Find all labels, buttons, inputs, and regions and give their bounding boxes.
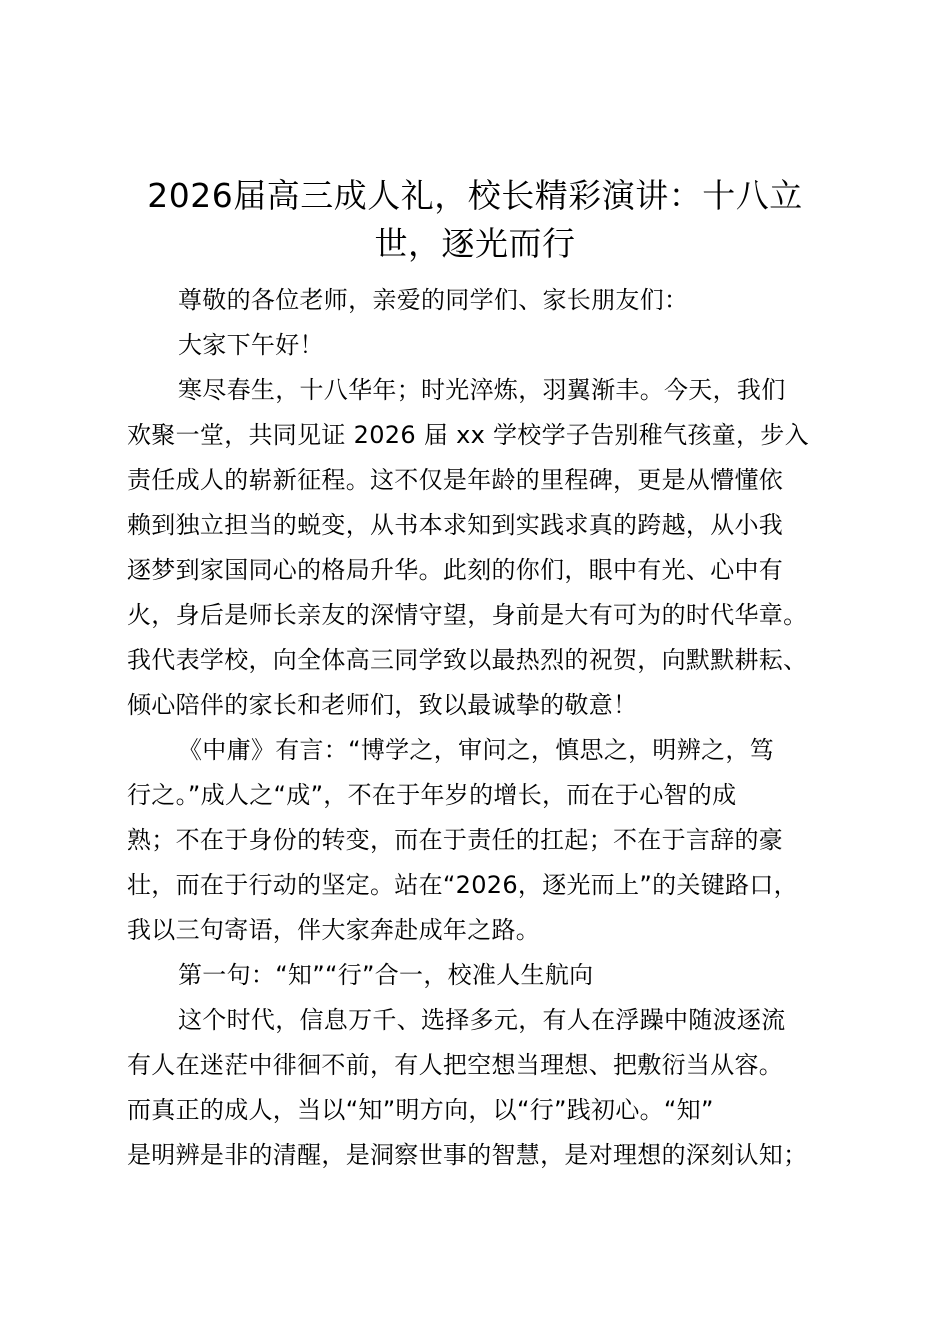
text-line: 熟；不在于身份的转变，而在于责任的扛起；不在于言辞的豪 [127, 826, 784, 854]
text-line: 有人在迷茫中徘徊不前，有人把空想当理想、把敷衍当从容。 [127, 1051, 784, 1079]
text-line: 而真正的成人，当以“知”明方向，以“行”践初心。“知” [127, 1096, 714, 1124]
text-line: 行之。”成人之“成”，不在于年岁的增长，而在于心智的成 [127, 781, 737, 809]
text-line: 大家下午好！ [178, 331, 324, 359]
text-line: 责任成人的崭新征程。这不仅是年龄的里程碑，更是从懵懂依 [127, 466, 784, 494]
text-line: 赖到独立担当的蜕变，从书本求知到实践求真的跨越，从小我 [127, 511, 784, 539]
text-line: 欢聚一堂，共同见证 2026 届 xx 学校学子告别稚气孩童，步入 [127, 421, 809, 449]
text-line: 《中庸》有言：“博学之，审问之，慎思之，明辨之，笃 [178, 736, 774, 764]
document-body [127, 278, 827, 1178]
document-title [110, 172, 840, 268]
text-line: 第一句：“知”“行”合一，校准人生航向 [178, 961, 594, 989]
text-line: 尊敬的各位老师，亲爱的同学们、家长朋友们： [178, 286, 689, 314]
text-line: 寒尽春生，十八华年；时光淬炼，羽翼渐丰。今天，我们 [178, 376, 786, 404]
text-line: 倾心陪伴的家长和老师们，致以最诚挚的敬意！ [127, 691, 638, 719]
text-line: 我以三句寄语，伴大家奔赴成年之路。 [127, 916, 541, 944]
title-line-1: 2026届高三成人礼，校长精彩演讲：十八立 [147, 176, 803, 215]
text-line: 逐梦到家国同心的格局升华。此刻的你们，眼中有光、心中有 [127, 556, 784, 584]
text-line: 是明辨是非的清醒，是洞察世事的智慧，是对理想的深刻认知； [127, 1141, 808, 1169]
text-line: 这个时代，信息万千、选择多元，有人在浮躁中随波逐流 [178, 1006, 786, 1034]
text-line: 壮，而在于行动的坚定。站在“2026，逐光而上”的关键路口， [127, 871, 798, 899]
text-line: 我代表学校，向全体高三同学致以最热烈的祝贺，向默默耕耘、 [127, 646, 808, 674]
text-line: 火，身后是师长亲友的深情守望，身前是大有可为的时代华章。 [127, 601, 808, 629]
title-line-2: 世，逐光而行 [374, 224, 576, 263]
